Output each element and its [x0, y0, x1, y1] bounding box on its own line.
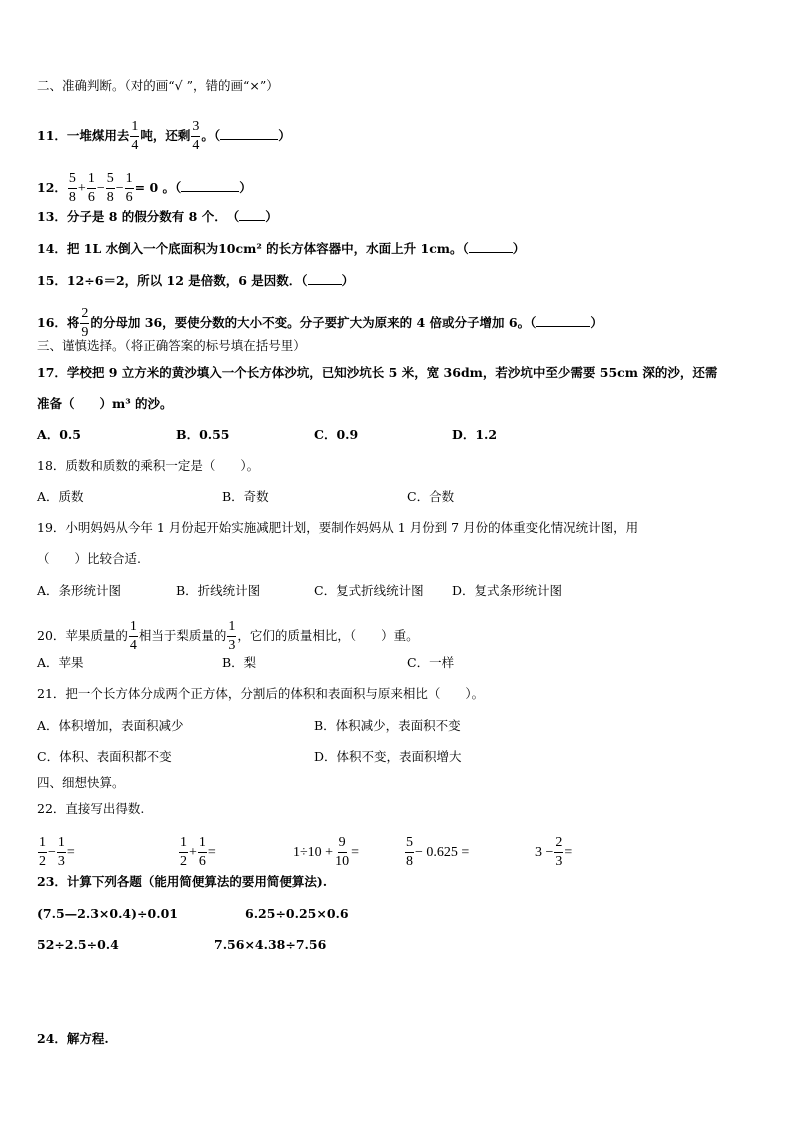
q11-fraction-1: $\frac{1}{4}$ — [131, 119, 139, 153]
question-22: 22．直接写出得数. — [37, 801, 145, 816]
q18-option-c[interactable]: C．合数 — [407, 489, 455, 504]
section-heading-3: 三、谨慎选择。（将正确答案的标号填在括号里） — [37, 338, 306, 353]
question-17-line-2: 准备（ ）m³ 的沙。 — [37, 396, 173, 411]
question-17-line-1: 17．学校把 9 立方米的黄沙填入一个长方体沙坑，已知沙坑长 5 米，宽 36dm，若沙坑中至少需要 55cm 深的沙，还需 — [37, 365, 718, 380]
question-24: 24．解方程. — [37, 1031, 109, 1046]
q21-option-b[interactable]: B．体积减少，表面积不变 — [314, 718, 461, 733]
q11-text-b: 吨，还剩 — [140, 128, 191, 143]
question-12: 12． $\frac{5}{8}$ + $\frac{1}{6}$ − $\frac{5}{8}$ − $\frac{1}{6}$ = 0 。（ ） — [37, 171, 252, 205]
question-13: 13．分子是 8 的假分数有 8 个． （ ） — [37, 209, 278, 224]
q20-option-c[interactable]: C．一样 — [407, 655, 455, 670]
q11-text-a: 11．一堆煤用去 — [37, 128, 130, 143]
q11-fraction-2: $\frac{3}{4}$ — [192, 119, 200, 153]
q22-expr-3: 1÷10 + $\frac{9}{10}$ = — [293, 835, 359, 869]
q11-answer-blank[interactable] — [220, 127, 278, 140]
q22-expr-1: $\frac{1}{2}$ − $\frac{1}{3}$ = — [39, 835, 75, 869]
q15-answer-blank[interactable] — [308, 272, 342, 285]
q21-option-c[interactable]: C．体积、表面积都不变 — [37, 749, 172, 764]
q23-calc-1: (7.5—2.3×0.4)÷0.01 — [37, 906, 178, 921]
q20-option-a[interactable]: A．苹果 — [37, 655, 84, 670]
section-heading-2: 二、准确判断。（对的画“√ ”，错的画“×”） — [37, 78, 279, 93]
q17-option-b[interactable]: B．0.55 — [176, 427, 230, 442]
q20-fraction-1: $\frac{1}{4}$ — [129, 619, 137, 653]
q17-option-a[interactable]: A．0.5 — [37, 427, 81, 442]
q14-answer-blank[interactable] — [469, 240, 513, 253]
section-heading-4: 四、细想快算。 — [37, 775, 125, 790]
q17-option-d[interactable]: D．1.2 — [452, 427, 498, 442]
question-20: 20．苹果质量的 $\frac{1}{4}$ 相当于梨质量的 $\frac{1}{3}$ ，它们的质量相比，（ ）重。 — [37, 619, 419, 653]
q21-option-a[interactable]: A．体积增加，表面积减少 — [37, 718, 184, 733]
q19-option-b[interactable]: B．折线统计图 — [176, 583, 261, 598]
question-19-line-2: （ ）比较合适. — [37, 551, 141, 566]
q23-calc-2: 6.25÷0.25×0.6 — [245, 906, 349, 921]
q17-option-c[interactable]: C．0.9 — [314, 427, 359, 442]
q12-fraction-3: $\frac{5}{8}$ — [106, 171, 114, 205]
q23-calc-4: 7.56×4.38÷7.56 — [214, 937, 327, 952]
q16-answer-blank[interactable] — [536, 314, 590, 327]
question-18: 18．质数和质数的乘积一定是（ ）。 — [37, 458, 260, 473]
q12-fraction-4: $\frac{1}{6}$ — [125, 171, 133, 205]
q20-fraction-2: $\frac{1}{3}$ — [228, 619, 236, 653]
q22-expr-5: 3 − $\frac{2}{3}$ = — [535, 835, 573, 869]
question-23: 23．计算下列各题（能用简便算法的要用简便算法). — [37, 874, 328, 889]
q13-answer-blank[interactable] — [239, 208, 265, 221]
q20-option-b[interactable]: B．梨 — [222, 655, 257, 670]
q16-fraction: $\frac{2}{9}$ — [81, 306, 89, 340]
q19-option-d[interactable]: D．复式条形统计图 — [452, 583, 563, 598]
q18-option-a[interactable]: A．质数 — [37, 489, 84, 504]
question-19-line-1: 19．小明妈妈从今年 1 月份起开始实施减肥计划，要制作妈妈从 1 月份到 7 月份的体重变化情况统计图，用 — [37, 520, 639, 535]
question-15: 15．12÷6＝2，所以 12 是倍数，6 是因数．（ ） — [37, 273, 355, 288]
question-21: 21．把一个长方体分成两个正方体，分割后的体积和表面积与原来相比（ ）。 — [37, 686, 485, 701]
q22-expr-2: $\frac{1}{2}$ + $\frac{1}{6}$ = — [180, 835, 216, 869]
question-16: 16．将 $\frac{2}{9}$ 的分母加 36，要使分数的大小不变。分子要扩大为原来的 4 倍或分子增加 6。（ ） — [37, 306, 603, 340]
q12-fraction-1: $\frac{5}{8}$ — [68, 171, 76, 205]
q18-option-b[interactable]: B．奇数 — [222, 489, 269, 504]
q19-option-c[interactable]: C．复式折线统计图 — [314, 583, 424, 598]
q19-option-a[interactable]: A．条形统计图 — [37, 583, 122, 598]
q23-calc-3: 52÷2.5÷0.4 — [37, 937, 119, 952]
q12-fraction-2: $\frac{1}{6}$ — [87, 171, 95, 205]
question-14: 14．把 1L 水倒入一个底面积为10cm² 的长方体容器中，水面上升 1cm。（ ） — [37, 241, 526, 256]
q12-answer-blank[interactable] — [181, 179, 239, 192]
q21-option-d[interactable]: D．体积不变，表面积增大 — [314, 749, 462, 764]
q22-expr-4: $\frac{5}{8}$ − 0.625 = — [406, 835, 470, 869]
question-11: 11．一堆煤用去 $\frac{1}{4}$ 吨，还剩 $\frac{3}{4}$ 。（ ） — [37, 119, 291, 153]
